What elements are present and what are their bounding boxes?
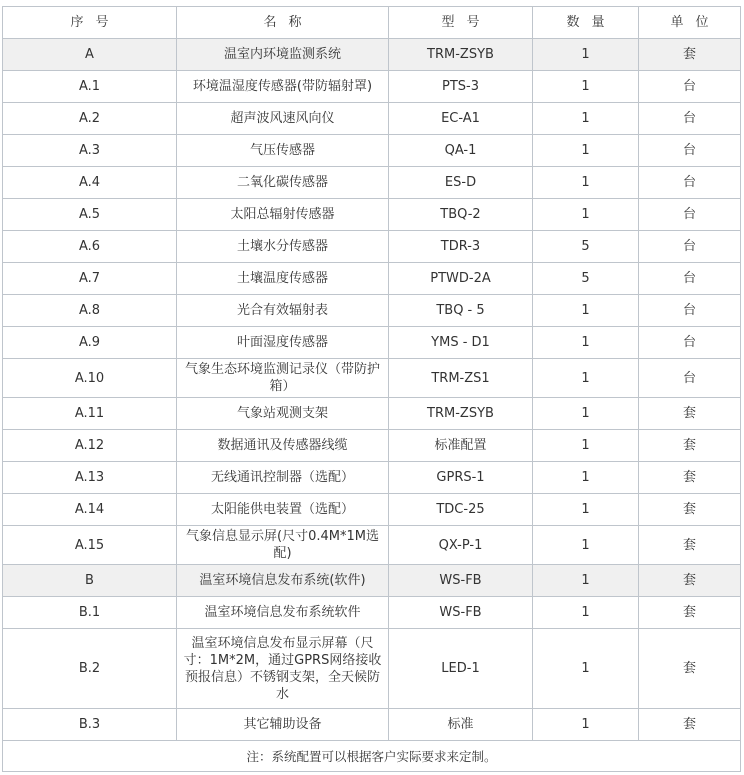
cell-no: B — [3, 565, 177, 597]
cell-qty: 1 — [533, 359, 639, 398]
cell-no: A.9 — [3, 327, 177, 359]
cell-no: A.4 — [3, 167, 177, 199]
cell-qty: 1 — [533, 71, 639, 103]
cell-qty: 1 — [533, 629, 639, 709]
cell-unit: 套 — [639, 597, 741, 629]
cell-no: A.10 — [3, 359, 177, 398]
header-qty: 数量 — [533, 7, 639, 39]
cell-no: A.14 — [3, 494, 177, 526]
cell-unit: 台 — [639, 199, 741, 231]
cell-no: A.8 — [3, 295, 177, 327]
table-row — [3, 359, 741, 398]
cell-unit: 台 — [639, 231, 741, 263]
cell-unit: 台 — [639, 327, 741, 359]
cell-model: 标准 — [389, 709, 533, 741]
cell-unit: 套 — [639, 398, 741, 430]
cell-qty: 1 — [533, 430, 639, 462]
cell-name: 叶面湿度传感器 — [177, 327, 389, 359]
cell-qty: 5 — [533, 263, 639, 295]
cell-qty: 1 — [533, 199, 639, 231]
header-no: 序号 — [3, 7, 177, 39]
cell-model: TBQ - 5 — [389, 295, 533, 327]
table-note: 注：系统配置可以根据客户实际要求来定制。 — [3, 741, 741, 772]
cell-model: 标准配置 — [389, 430, 533, 462]
cell-name: 土壤温度传感器 — [177, 263, 389, 295]
cell-unit: 台 — [639, 103, 741, 135]
cell-unit: 台 — [639, 359, 741, 398]
cell-unit: 台 — [639, 167, 741, 199]
table-row — [3, 135, 741, 167]
cell-model: TRM-ZSYB — [389, 398, 533, 430]
table-row — [3, 71, 741, 103]
cell-model: WS-FB — [389, 597, 533, 629]
table-row — [3, 295, 741, 327]
cell-no: A.2 — [3, 103, 177, 135]
cell-model: TRM-ZSYB — [389, 39, 533, 71]
cell-no: A.11 — [3, 398, 177, 430]
cell-qty: 1 — [533, 39, 639, 71]
cell-qty: 1 — [533, 103, 639, 135]
cell-qty: 1 — [533, 327, 639, 359]
cell-model: TRM-ZS1 — [389, 359, 533, 398]
table-row — [3, 462, 741, 494]
cell-model: EC-A1 — [389, 103, 533, 135]
cell-unit: 套 — [639, 462, 741, 494]
cell-name: 土壤水分传感器 — [177, 231, 389, 263]
cell-no: A — [3, 39, 177, 71]
cell-unit: 套 — [639, 39, 741, 71]
cell-model: PTS-3 — [389, 71, 533, 103]
cell-qty: 1 — [533, 709, 639, 741]
table-row — [3, 597, 741, 629]
table-row — [3, 526, 741, 565]
equipment-spec-table — [2, 6, 741, 772]
cell-name: 环境温湿度传感器(带防辐射罩) — [177, 71, 389, 103]
cell-no: B.3 — [3, 709, 177, 741]
cell-no: A.12 — [3, 430, 177, 462]
cell-unit: 套 — [639, 565, 741, 597]
cell-unit: 套 — [639, 629, 741, 709]
table-body — [3, 39, 741, 772]
cell-model: QA-1 — [389, 135, 533, 167]
cell-name: 光合有效辐射表 — [177, 295, 389, 327]
cell-name: 数据通讯及传感器线缆 — [177, 430, 389, 462]
cell-model: LED-1 — [389, 629, 533, 709]
cell-name: 气象生态环境监测记录仪（带防护箱） — [177, 359, 389, 398]
cell-name: 其它辅助设备 — [177, 709, 389, 741]
cell-name: 二氧化碳传感器 — [177, 167, 389, 199]
table-note-row — [3, 741, 741, 772]
cell-qty: 1 — [533, 398, 639, 430]
cell-qty: 1 — [533, 494, 639, 526]
table-row — [3, 430, 741, 462]
table-row-group-a — [3, 39, 741, 71]
cell-qty: 5 — [533, 231, 639, 263]
header-unit: 单位 — [639, 7, 741, 39]
cell-no: A.5 — [3, 199, 177, 231]
cell-name: 超声波风速风向仪 — [177, 103, 389, 135]
cell-no: A.15 — [3, 526, 177, 565]
table-row — [3, 398, 741, 430]
cell-name: 气压传感器 — [177, 135, 389, 167]
cell-qty: 1 — [533, 462, 639, 494]
table-row — [3, 709, 741, 741]
cell-qty: 1 — [533, 167, 639, 199]
table-row — [3, 103, 741, 135]
cell-unit: 台 — [639, 135, 741, 167]
cell-model: GPRS-1 — [389, 462, 533, 494]
cell-no: A.7 — [3, 263, 177, 295]
cell-name: 温室内环境监测系统 — [177, 39, 389, 71]
cell-no: A.6 — [3, 231, 177, 263]
cell-name: 气象站观测支架 — [177, 398, 389, 430]
cell-qty: 1 — [533, 526, 639, 565]
cell-name: 温室环境信息发布系统软件 — [177, 597, 389, 629]
cell-no: A.13 — [3, 462, 177, 494]
cell-model: TDR-3 — [389, 231, 533, 263]
cell-qty: 1 — [533, 597, 639, 629]
cell-model: TDC-25 — [389, 494, 533, 526]
cell-model: TBQ-2 — [389, 199, 533, 231]
cell-qty: 1 — [533, 135, 639, 167]
table-row — [3, 629, 741, 709]
cell-name: 无线通讯控制器（选配） — [177, 462, 389, 494]
table-row — [3, 231, 741, 263]
cell-no: B.1 — [3, 597, 177, 629]
cell-name: 太阳能供电装置（选配） — [177, 494, 389, 526]
cell-name: 温室环境信息发布显示屏幕（尺寸：1M*2M，通过GPRS网络接收预报信息）不锈钢支架，全天候防水 — [177, 629, 389, 709]
table-row — [3, 199, 741, 231]
cell-unit: 台 — [639, 263, 741, 295]
cell-unit: 套 — [639, 494, 741, 526]
table-row — [3, 167, 741, 199]
cell-no: B.2 — [3, 629, 177, 709]
cell-model: QX-P-1 — [389, 526, 533, 565]
header-model: 型号 — [389, 7, 533, 39]
cell-name: 气象信息显示屏(尺寸0.4M*1M选配) — [177, 526, 389, 565]
cell-unit: 台 — [639, 71, 741, 103]
cell-unit: 套 — [639, 430, 741, 462]
cell-model: YMS - D1 — [389, 327, 533, 359]
table-row — [3, 327, 741, 359]
cell-qty: 1 — [533, 295, 639, 327]
cell-name: 温室环境信息发布系统(软件) — [177, 565, 389, 597]
table-row-group-b — [3, 565, 741, 597]
table-row — [3, 494, 741, 526]
cell-qty: 1 — [533, 565, 639, 597]
header-name: 名称 — [177, 7, 389, 39]
cell-name: 太阳总辐射传感器 — [177, 199, 389, 231]
table-header-row — [3, 7, 741, 39]
cell-unit: 台 — [639, 295, 741, 327]
cell-model: PTWD-2A — [389, 263, 533, 295]
cell-no: A.3 — [3, 135, 177, 167]
cell-unit: 套 — [639, 526, 741, 565]
cell-model: ES-D — [389, 167, 533, 199]
cell-unit: 套 — [639, 709, 741, 741]
cell-model: WS-FB — [389, 565, 533, 597]
cell-no: A.1 — [3, 71, 177, 103]
table-row — [3, 263, 741, 295]
